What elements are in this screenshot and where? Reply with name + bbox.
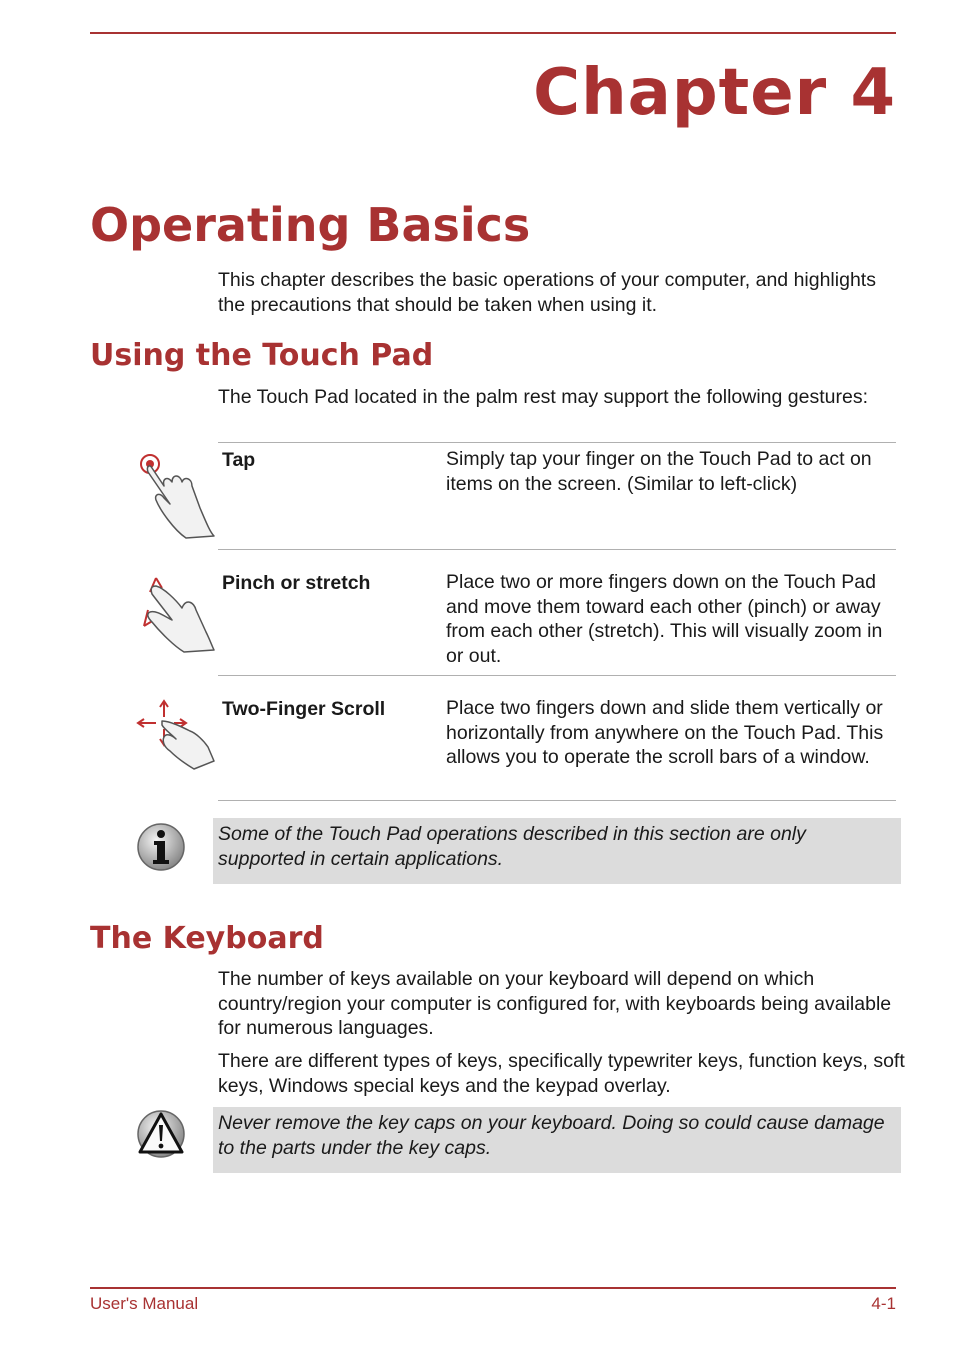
pinch-gesture-icon xyxy=(134,574,218,659)
scroll-gesture-icon xyxy=(134,697,218,776)
table-rule xyxy=(218,442,896,443)
page-title: Operating Basics xyxy=(90,198,531,252)
keyboard-paragraph-2: There are different types of keys, specifically typewriter keys, function keys, soft keys, Windows special keys and the keypad overlay. xyxy=(218,1050,905,1097)
footer-rule xyxy=(90,1287,896,1289)
keyboard-paragraph-1: The number of keys available on your keyboard will depend on which country/region your computer is configured for, with keyboards being available for numerous languages. xyxy=(218,968,892,1039)
header-rule xyxy=(90,32,896,34)
section-heading-keyboard: The Keyboard xyxy=(90,921,324,956)
section-heading-touchpad: Using the Touch Pad xyxy=(90,338,434,373)
gesture-term: Two-Finger Scroll xyxy=(222,698,386,720)
info-icon xyxy=(136,822,186,877)
gesture-desc: Simply tap your finger on the Touch Pad to act on items on the screen. (Similar to left-click) xyxy=(446,448,872,495)
gesture-term: Tap xyxy=(222,449,256,471)
page-number: 4-1 xyxy=(871,1294,896,1313)
footer-left: User's Manual xyxy=(90,1294,199,1313)
chapter-label: Chapter 4 xyxy=(533,56,896,130)
table-rule xyxy=(218,800,896,801)
tap-gesture-icon xyxy=(134,448,218,545)
gesture-term: Pinch or stretch xyxy=(222,572,371,594)
touchpad-intro: The Touch Pad located in the palm rest may support the following gestures: xyxy=(218,386,869,408)
table-rule xyxy=(218,549,896,550)
gesture-desc: Place two or more fingers down on the Touch Pad and move them toward each other (pinch) or away from each other (stretch). This will visually zoom in or out. xyxy=(446,571,883,667)
table-rule xyxy=(218,675,896,676)
info-note: Some of the Touch Pad operations described in this section are only supported in certain applications. xyxy=(213,818,901,884)
warning-icon xyxy=(136,1108,186,1165)
warning-note: Never remove the key caps on your keyboard. Doing so could cause damage to the parts under the key caps. xyxy=(213,1107,901,1173)
gesture-desc: Place two fingers down and slide them vertically or horizontally from anywhere on the Touch Pad. This allows you to operate the scroll bars of a window. xyxy=(446,697,884,768)
intro-paragraph: This chapter describes the basic operations of your computer, and highlights the precautions that should be taken when using it. xyxy=(218,269,876,316)
